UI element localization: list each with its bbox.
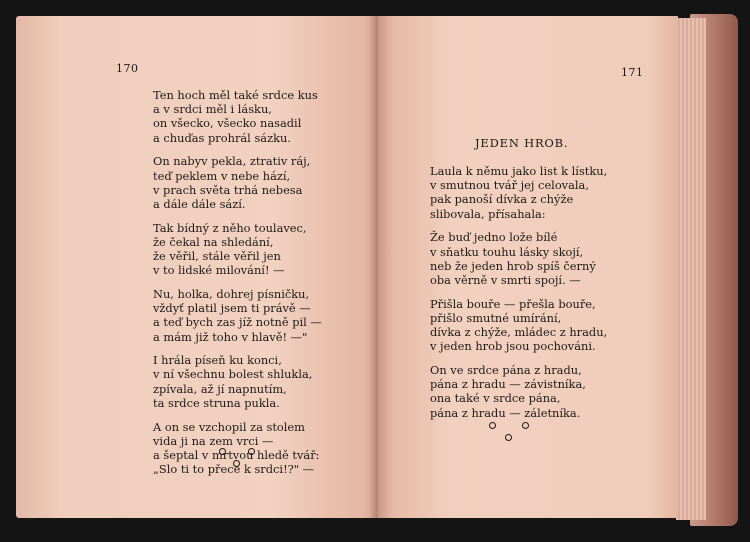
stanza — [430, 297, 607, 354]
poem-line: pána z hradu — záletníka. — [430, 405, 581, 420]
poem-line: v ní všechnu bolest shlukla, — [153, 367, 313, 382]
stanza — [153, 287, 322, 344]
poem-line: I hrála píseň ku konci, — [153, 353, 282, 368]
poem-line: v prach světa trhá nebesa — [153, 182, 303, 197]
ornament-dot — [219, 448, 226, 455]
page-stack-edge — [676, 18, 706, 520]
right-page — [378, 16, 678, 518]
ornament-dot — [505, 434, 512, 441]
poem-line: a šeptal v mrtvou hledě tvář: — [153, 447, 320, 462]
poem-line: že věřil, stále věřil jen — [153, 249, 281, 264]
poem-line: zpívala, až jí napnutím, — [153, 381, 287, 396]
poem-line: přišlo smutné umírání, — [430, 310, 562, 325]
poem-line: Přišla bouře — přešla bouře, — [430, 296, 596, 311]
poem-line: vždyť platil jsem ti právě — — [153, 301, 311, 316]
poem-line: Že buď jedno lože bílé — [430, 230, 558, 245]
stanza — [153, 420, 322, 477]
poem-line: Ten hoch měl také srdce kus — [153, 88, 318, 102]
poem-line: že čekal na shledání, — [153, 234, 274, 249]
ornament-dot — [233, 460, 240, 467]
poem-line: a dále dále sází. — [153, 196, 246, 211]
stanza — [430, 230, 607, 287]
stanza — [430, 164, 607, 221]
poem-line: on všecko, všecko nasadil — [153, 116, 302, 131]
poem-line: neb že jeden hrob spíš černý — [430, 258, 596, 273]
ornament-dot — [489, 422, 496, 429]
poem-line: Laula k němu jako list k lístku, — [430, 164, 608, 178]
stanza — [153, 221, 322, 278]
poem-line: pána z hradu — závistníka, — [430, 377, 586, 392]
poem-line: v to lidské milování! — — [153, 263, 285, 278]
poem-line: A on se vzchopil za stolem — [153, 419, 305, 434]
poem-line: Nu, holka, dohrej písničku, — [153, 286, 310, 301]
left-poem — [153, 88, 322, 486]
poem-line: slibovala, přísahala: — [430, 206, 546, 221]
stanza — [153, 154, 322, 211]
poem-line: ona také v srdce pána, — [430, 391, 561, 406]
poem-line: Tak bídný z něho toulavec, — [153, 220, 307, 235]
poem-line: v sňatku touhu lásky skojí, — [430, 244, 584, 259]
poem-line: ta srdce struna pukla. — [153, 395, 280, 410]
poem-line: oba věrně v smrti spojí. — — [430, 272, 581, 287]
ornament-dot — [522, 422, 529, 429]
poem-line: v jeden hrob jsou pochováni. — [430, 339, 596, 354]
ornament-dot — [248, 448, 255, 455]
stanza — [153, 353, 322, 410]
poem-line: a v srdci měl i lásku, — [153, 102, 272, 117]
poem-line: a mám již toho v hlavě! —" — [153, 329, 308, 344]
right-poem — [430, 164, 607, 429]
poem-title: JEDEN HROB. — [475, 136, 569, 150]
poem-line: pak panoší dívka z chýže — [430, 192, 574, 207]
poem-line: a chuďas prohrál sázku. — [153, 130, 291, 145]
poem-line: vida ji na zem vrci — — [153, 433, 274, 448]
page-number-left: 170 — [116, 62, 139, 75]
poem-line: teď peklem v nebe hází, — [153, 168, 291, 183]
stanza — [430, 363, 607, 420]
poem-line: „Slo ti to přece k srdci!?" — — [153, 462, 315, 477]
poem-line: On ve srdce pána z hradu, — [430, 362, 582, 377]
stanza — [153, 88, 322, 145]
poem-line: dívka z chýže, mládec z hradu, — [430, 325, 608, 340]
poem-line: a teď bych zas jíž notně pil — — [153, 315, 322, 330]
left-page — [16, 16, 382, 518]
poem-line: On nabyv pekla, ztrativ ráj, — [153, 154, 311, 169]
page-number-right: 171 — [621, 66, 644, 79]
poem-line: v smutnou tvář jej celovala, — [430, 178, 589, 193]
